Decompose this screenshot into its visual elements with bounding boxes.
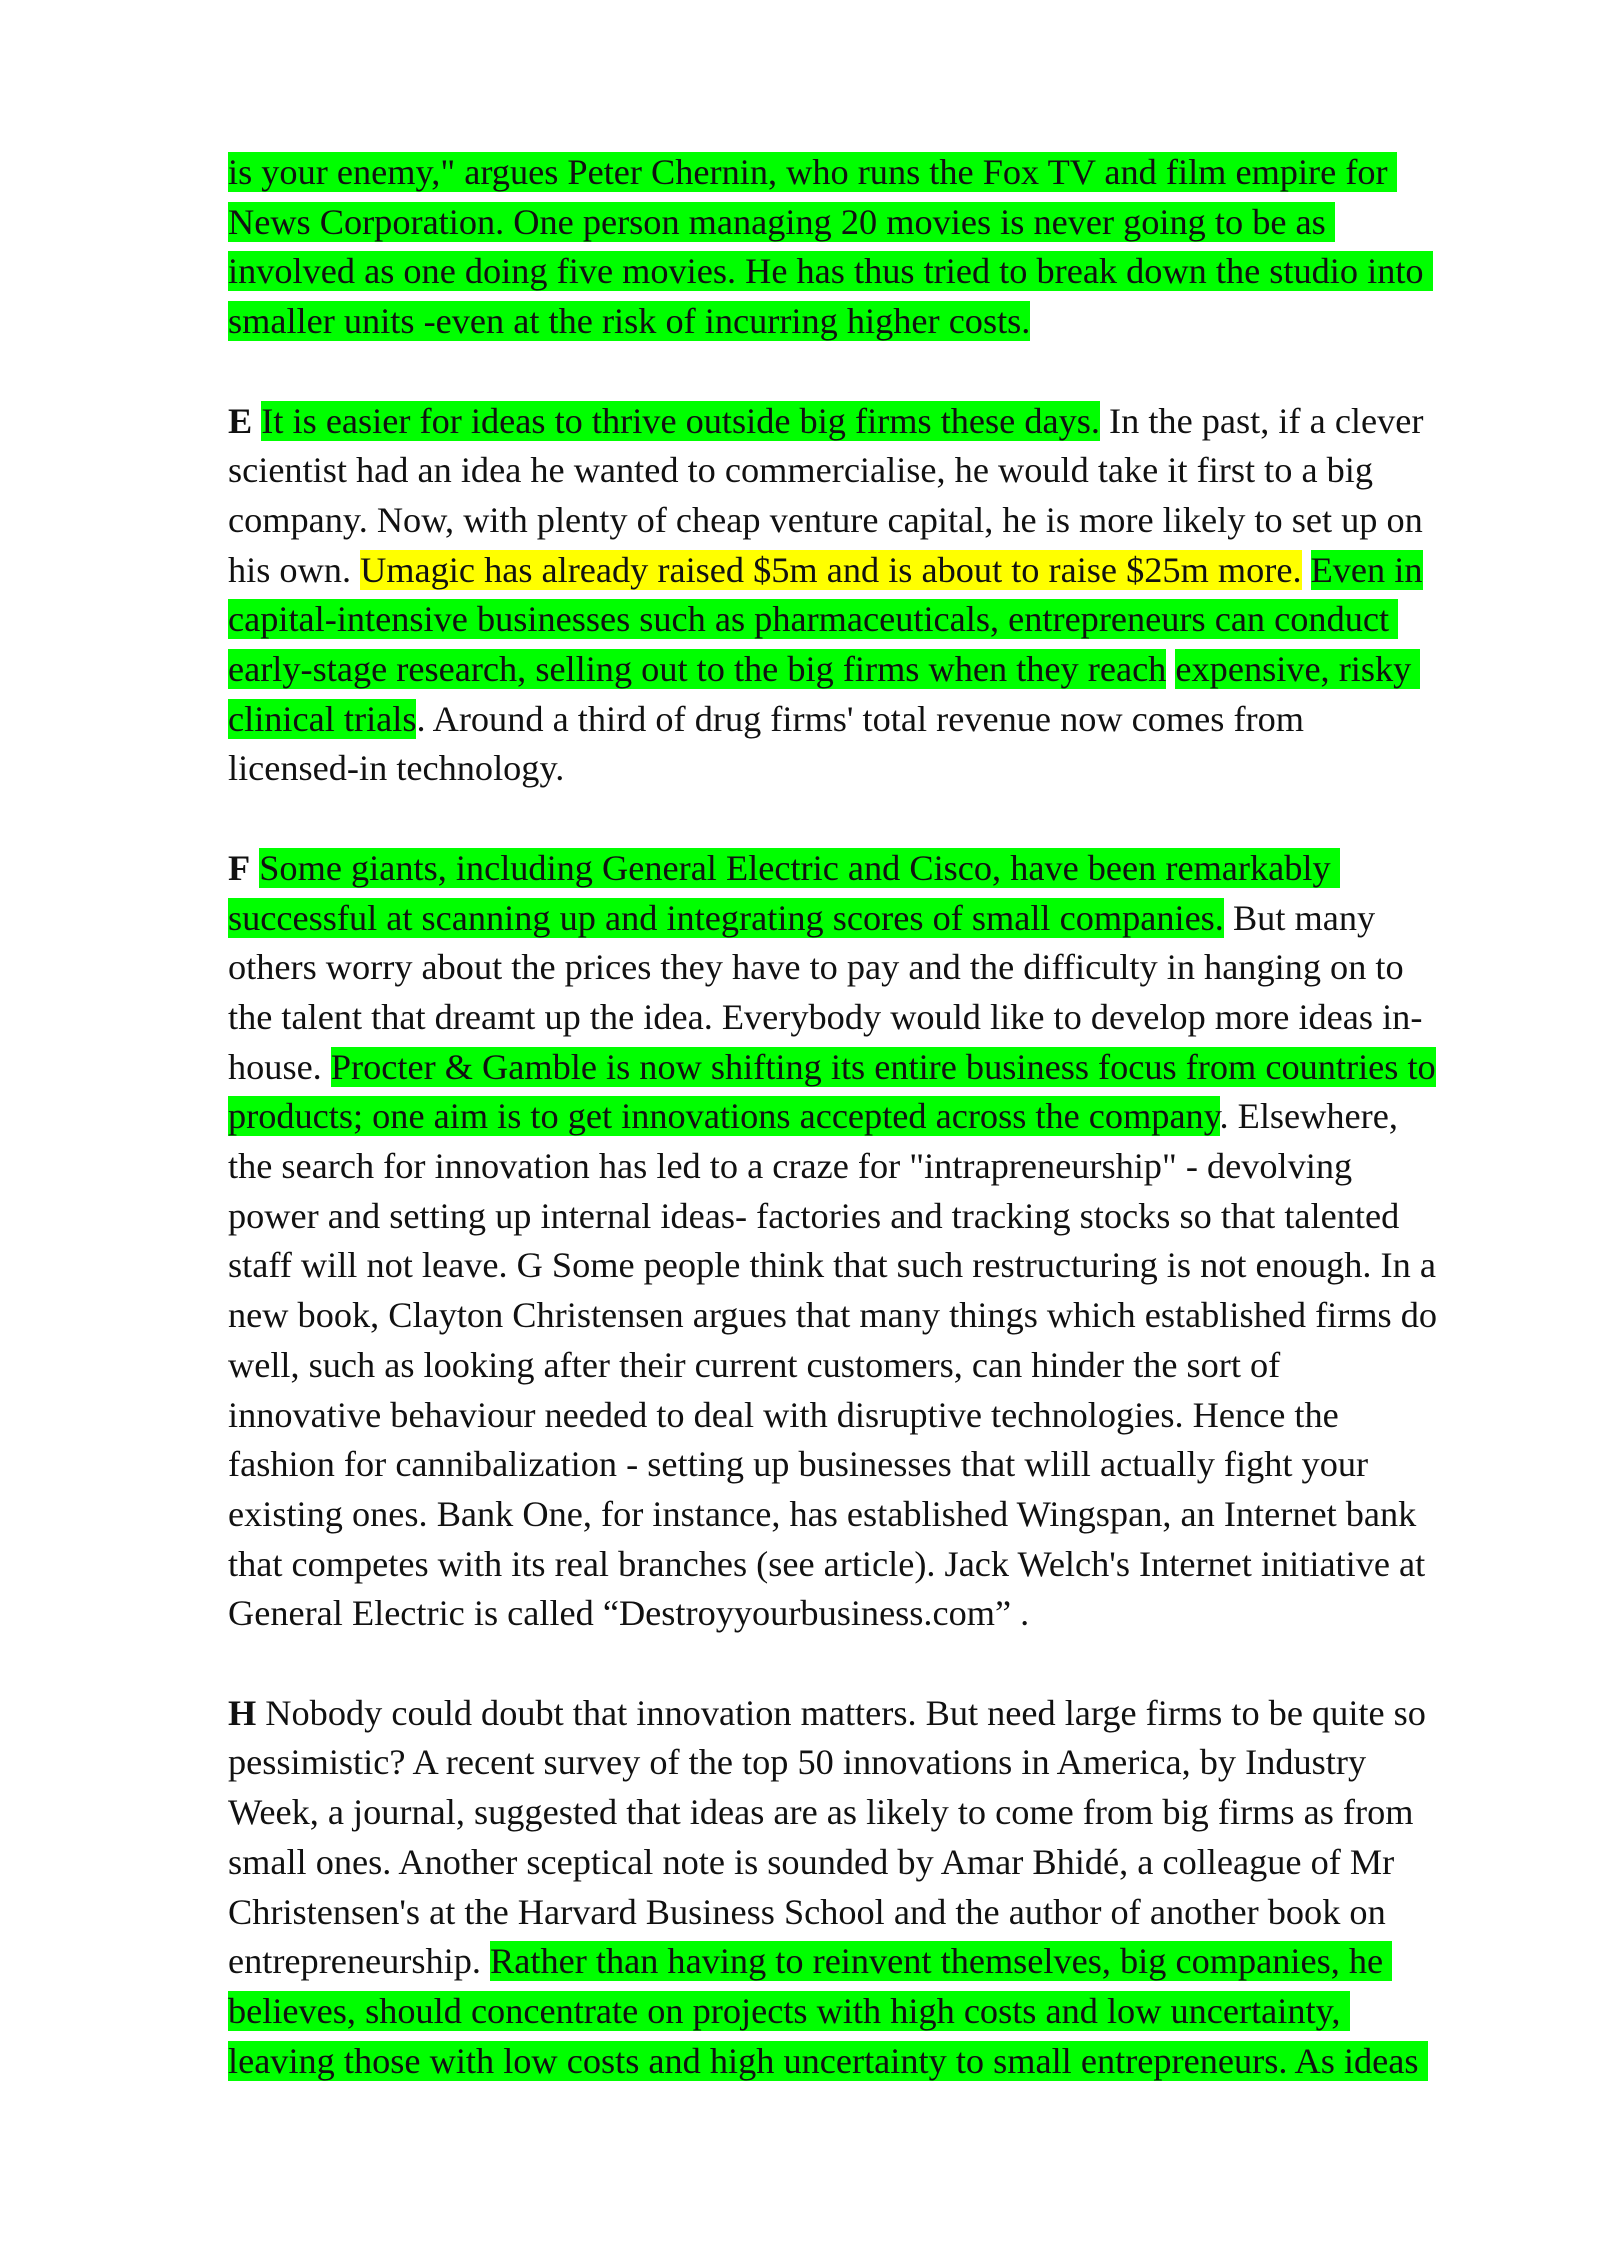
text-line <box>228 993 1498 1043</box>
text-line <box>228 1589 1498 1639</box>
text-line <box>228 1540 1498 1590</box>
highlighted-text-green: involved as one doing five movies. He has thus tried to break down the studio into <box>228 251 1433 292</box>
text-line <box>228 1142 1498 1192</box>
text-line <box>228 1043 1498 1093</box>
text-segment: But many <box>1223 897 1376 938</box>
text-segment: In the past, if a clever <box>1099 400 1424 441</box>
text-line <box>228 2037 1498 2087</box>
text-line <box>228 546 1498 596</box>
text-line <box>228 148 1498 198</box>
text-line <box>228 496 1498 546</box>
text-segment: licensed-in technology. <box>228 748 565 789</box>
text-line <box>228 1987 1498 2037</box>
highlighted-text-yellow: Umagic has already raised $5m and is about to raise $25m more. <box>360 549 1302 590</box>
text-segment: staff will not leave. G Some people think that such restructuring is not enough. In a <box>228 1245 1436 1286</box>
text-line <box>228 645 1498 695</box>
text-line <box>228 297 1498 347</box>
paragraph <box>228 397 1498 795</box>
text-line <box>228 1440 1498 1490</box>
text-segment: . Around a third of drug firms' total revenue now comes from <box>416 698 1305 739</box>
text-line <box>228 1341 1498 1391</box>
paragraph-letter: H <box>228 1692 257 1733</box>
text-line <box>228 894 1498 944</box>
text-segment <box>252 401 261 441</box>
text-segment: fashion for cannibalization - setting up businesses that wlill actually fight your <box>228 1444 1369 1485</box>
highlighted-text-green: is your enemy," argues Peter Chernin, who runs the Fox TV and film empire for <box>228 152 1397 192</box>
text-line <box>228 1738 1498 1788</box>
text-segment: existing ones. Bank One, for instance, has established Wingspan, an Internet bank <box>228 1493 1417 1534</box>
text-segment: scientist had an idea he wanted to commercialise, he would take it first to a big <box>228 450 1374 491</box>
highlighted-text-green: Procter & Gamble is now shifting its entire business focus from countries to <box>330 1046 1436 1087</box>
text-segment: the search for innovation has led to a craze for "intrapreneurship" - devolving <box>228 1146 1353 1187</box>
text-line <box>228 695 1498 745</box>
highlighted-text-green: Rather than having to reinvent themselves, big companies, he <box>490 1941 1393 1982</box>
text-segment: Nobody could doubt that innovation matters. But need large firms to be quite so <box>256 1692 1426 1733</box>
highlighted-text-green: leaving those with low costs and high uncertainty to small entrepreneurs. As ideas <box>228 2040 1428 2081</box>
text-segment: the talent that dreamt up the idea. Everybody would like to develop more ideas in- <box>228 996 1423 1037</box>
text-segment: well, such as looking after their current customers, can hinder the sort of <box>228 1344 1281 1385</box>
highlighted-text-green: believes, should concentrate on projects with high costs and low uncertainty, <box>228 1990 1350 2031</box>
highlighted-text-green: capital-intensive businesses such as pharmaceuticals, entrepreneurs can conduct <box>228 599 1399 640</box>
text-segment: his own. <box>228 549 361 590</box>
highlighted-text-green: clinical trials <box>228 698 417 739</box>
text-line <box>228 198 1498 248</box>
text-segment: innovative behaviour needed to deal with disruptive technologies. Hence the <box>228 1394 1339 1435</box>
text-segment: Christensen's at the Harvard Business School and the author of another book on <box>228 1891 1386 1932</box>
text-line <box>228 1937 1498 1987</box>
text-segment: that competes with its real branches (see article). Jack Welch's Internet initiative at <box>228 1543 1426 1584</box>
text-segment: power and setting up internal ideas- factories and tracking stocks so that talented <box>228 1195 1400 1236</box>
text-line <box>228 397 1498 447</box>
paragraph <box>228 844 1498 1639</box>
text-segment: . Elsewhere, <box>1219 1096 1398 1137</box>
text-line <box>228 1689 1498 1739</box>
highlighted-text-green: smaller units -even at the risk of incurring higher costs. <box>228 301 1031 342</box>
text-segment <box>1302 550 1311 590</box>
text-line <box>228 1490 1498 1540</box>
text-segment: new book, Clayton Christensen argues that many things which established firms do <box>228 1295 1438 1336</box>
text-line <box>228 247 1498 297</box>
text-line <box>228 844 1498 894</box>
text-line <box>228 446 1498 496</box>
document-page <box>228 148 1498 2136</box>
text-line <box>228 1092 1498 1142</box>
text-segment: house. <box>228 1046 331 1087</box>
highlighted-text-green: Some giants, including General Electric and Cisco, have been remarkably <box>259 847 1340 888</box>
text-line <box>228 1391 1498 1441</box>
text-segment <box>250 848 259 888</box>
paragraph-letter: F <box>228 847 251 888</box>
paragraph-letter: E <box>228 400 253 441</box>
text-line <box>228 744 1498 794</box>
highlighted-text-green: early-stage research, selling out to the big firms when they reach <box>228 649 1167 690</box>
text-line <box>228 1788 1498 1838</box>
text-segment: entrepreneurship. <box>228 1941 491 1982</box>
text-segment: pessimistic? A recent survey of the top 50 innovations in America, by Industry <box>228 1742 1367 1783</box>
highlighted-text-green: It is easier for ideas to thrive outside big firms these days. <box>261 400 1100 441</box>
text-line <box>228 1888 1498 1938</box>
text-segment: others worry about the prices they have to pay and the difficulty in hanging on to <box>228 947 1404 988</box>
text-segment: small ones. Another sceptical note is sounded by Amar Bhidé, a colleague of Mr <box>228 1841 1395 1882</box>
text-line <box>228 1838 1498 1888</box>
text-line <box>228 1241 1498 1291</box>
text-line <box>228 1291 1498 1341</box>
highlighted-text-green: expensive, risky <box>1175 649 1421 690</box>
text-line <box>228 943 1498 993</box>
highlighted-text-green: successful at scanning up and integrating scores of small companies. <box>228 897 1224 938</box>
text-line <box>228 595 1498 645</box>
paragraph <box>228 1689 1498 2087</box>
highlighted-text-green: products; one aim is to get innovations accepted across the company <box>228 1096 1220 1137</box>
text-line <box>228 1192 1498 1242</box>
paragraph <box>228 148 1498 347</box>
text-segment: company. Now, with plenty of cheap venture capital, he is more likely to set up on <box>228 499 1423 540</box>
highlighted-text-green: News Corporation. One person managing 20 movies is never going to be as <box>228 201 1335 242</box>
text-segment: General Electric is called “Destroyyourbusiness.com” . <box>228 1593 1030 1634</box>
highlighted-text-green: Even in <box>1310 549 1423 590</box>
text-segment: Week, a journal, suggested that ideas are as likely to come from big firms as from <box>228 1792 1414 1833</box>
